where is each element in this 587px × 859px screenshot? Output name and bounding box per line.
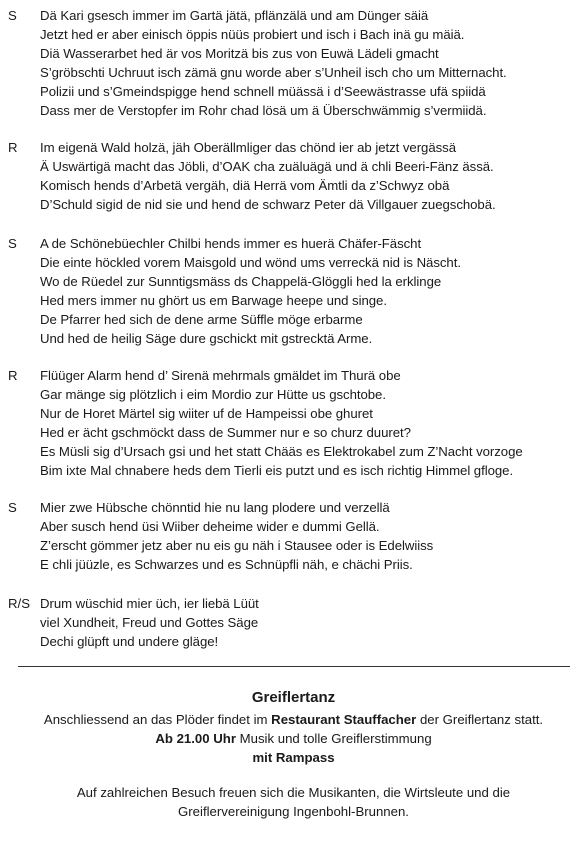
divider	[18, 666, 570, 667]
announcement-text: Anschliessend an das Plöder findet im	[43, 712, 272, 727]
verse-line: Ä Uswärtigä macht das Jöbli, d’OAK cha zuäluägä und ä chli Beeri-Fänz ässä.	[40, 159, 494, 174]
verse-line: A de Schönebüechler Chilbi hends immer es huerä Chäfer-Fäscht	[40, 236, 422, 251]
verse-line: Gar mänge sig plötzlich i eim Mordio zur Hütte us gschtobe.	[40, 387, 386, 402]
verse-line: Komisch hends d’Arbetä vergäh, diä Herrä vom Ämtli da z’Schwyz obä	[40, 178, 450, 193]
verse-line: S’gröbschti Uchruut isch zämä gnu worde aber s’Unheil isch cho um Mitternacht.	[40, 65, 507, 80]
verse-line: Und hed de heilig Säge dure gschickt mit gstrecktä Arme.	[40, 331, 373, 346]
verse-line: viel Xundheit, Freud und Gottes Säge	[40, 615, 259, 630]
verse-lines	[40, 138, 579, 214]
verse-line: Dechi glüpft und undere gläge!	[40, 634, 219, 649]
announcement-line	[0, 748, 587, 767]
verse-line: Flüüger Alarm hend d’ Sirenä mehrmals gmäldet im Thurä obe	[40, 368, 401, 383]
verse-marker: R/S	[8, 596, 30, 611]
announcement-line	[0, 729, 587, 748]
announcement-line: Auf zahlreichen Besuch freuen sich die Musikanten, die Wirtsleute und die	[76, 785, 511, 800]
verse-marker: S	[8, 236, 17, 251]
verse-line: Polizii und s’Gmeindspigge hend schnell müässä i d’Seewästrasse ufä spiidä	[40, 84, 486, 99]
announcement-line	[0, 710, 587, 729]
verse-line: Z’erscht gömmer jetz aber nu eis gu näh i Stausee oder is Edelwiiss	[40, 538, 434, 553]
verse-line: Diä Wasserarbet hed är vos Moritzä bis zus von Euwä Lädeli gmacht	[40, 46, 439, 61]
verse-marker: S	[8, 8, 17, 23]
start-time: Ab 21.00 Uhr	[155, 731, 236, 746]
announcement-text: Musik und tolle Greiflerstimmung	[235, 731, 432, 746]
verse-line: Hed mers immer nu ghört us em Barwage heepe und singe.	[40, 293, 387, 308]
verse-line: Hed er ächt gschmöckt dass de Summer nur e so churz duuret?	[40, 425, 411, 440]
restaurant-name: Restaurant Stauffacher	[271, 712, 417, 727]
verse-line: De Pfarrer hed sich de dene arme Süffle möge erbarme	[40, 312, 363, 327]
band-name: mit Rampass	[252, 750, 335, 765]
verse-line: Bim ixte Mal chnabere heds dem Tierli eis putzt und es isch richtig Himmel gfloge.	[40, 463, 514, 478]
verse-lines	[40, 234, 579, 348]
verse-line: Es Müsli sig d’Ursach gsi und het statt Chääs es Elektrokabel zum Z’Nacht vorzoge	[40, 444, 523, 459]
verse-line: Dä Kari gsesch immer im Gartä jätä, pflänzälä und am Dünger säiä	[40, 8, 429, 23]
verse-lines	[40, 498, 579, 574]
verse-line: Wo de Rüedel zur Sunntigsmäss ds Chappelä-Glöggli hed la erklinge	[40, 274, 442, 289]
verse-line: Mier zwe Hübsche chönntid hie nu lang plodere und verzellä	[40, 500, 390, 515]
event-announcement	[0, 688, 587, 821]
verse-lines	[40, 6, 579, 120]
announcement-line: Greiflervereinigung Ingenbohl-Brunnen.	[178, 804, 409, 819]
verse-line: Dass mer de Verstopfer im Rohr chad lösä um ä Überschwämmig s’vermiidä.	[40, 103, 487, 118]
verse-lines	[40, 594, 579, 651]
verse-line: Jetzt hed er aber einisch öppis nüüs probiert und isch i Bach inä gu mäiä.	[40, 27, 465, 42]
verse-line: D’Schuld sigid de nid sie und hend de schwarz Peter dä Villgauer zuegschobä.	[40, 197, 496, 212]
announcement-text: der Greiflertanz statt.	[416, 712, 544, 727]
verse-line: Die einte höckled vorem Maisgold und wönd ums verreckä nid is Näscht.	[40, 255, 461, 270]
verse-line: Drum wüschid mier üch, ier liebä Lüüt	[40, 596, 259, 611]
verse-lines	[40, 366, 579, 480]
announcement-title: Greiflertanz	[251, 689, 336, 706]
verse-line: Nur de Horet Märtel sig wiiter uf de Hampeissi obe ghuret	[40, 406, 373, 421]
verse-line: Aber susch hend üsi Wiiber deheime wider e dummi Gellä.	[40, 519, 380, 534]
verse-marker: S	[8, 500, 17, 515]
verse-marker: R	[8, 368, 18, 383]
verse-line: E chli jüüzle, es Schwarzes und es Schnüpfli näh, e chächi Priis.	[40, 557, 413, 572]
verse-line: Im eigenä Wald holzä, jäh Oberällmliger das chönd ier ab jetzt vergässä	[40, 140, 456, 155]
verse-marker: R	[8, 140, 18, 155]
